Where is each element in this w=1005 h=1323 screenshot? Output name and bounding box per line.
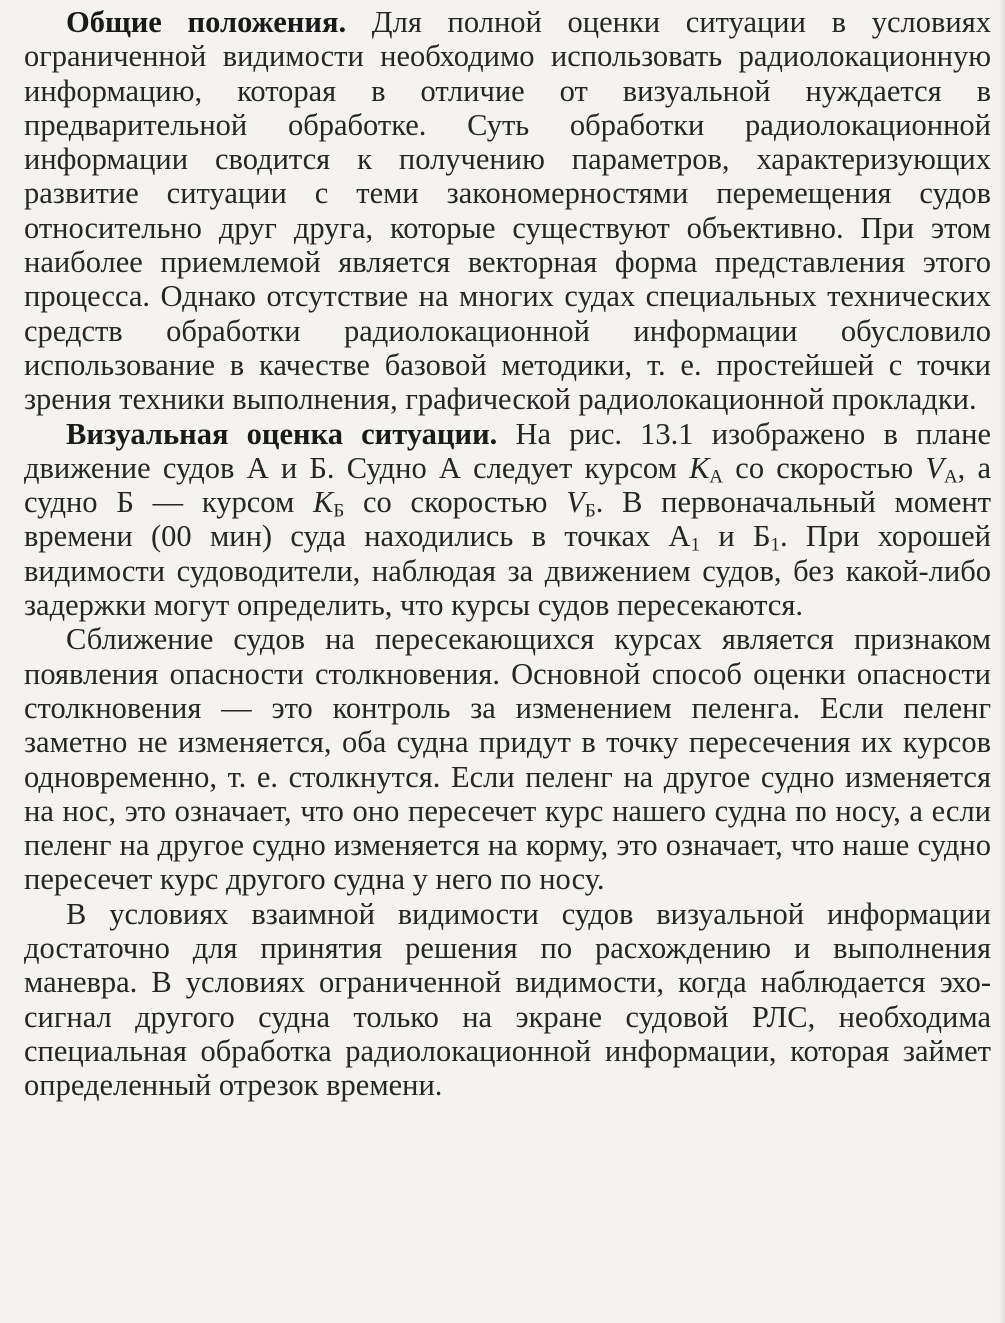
paragraph-text: Сближение судов на пересекающихся курсах является признаком появления опасности столкновения. Основной способ оценки опасности столкновения — это контроль за изменением пеленга. Если пеленг заметно не изменяется, оба судна придут в точку пересечения их курсов одновременно, т. е. столкнутся. Если пеленг на другое судно изменяется на нос, это означает, что оно пересечет курс нашего судна по носу, а если пеленг на другое судно изменяется на корму, это означает, что наше судно пересечет курс другого судна у него по носу. <box>24 622 991 897</box>
paragraph-text: На рис. 13.1 изображено в плане движение судов А и Б. Судно А следует курсом <box>24 416 991 485</box>
paragraph-text: и Б <box>718 519 771 554</box>
paragraph-restricted-visibility <box>24 897 991 1103</box>
course-symbol: K <box>689 450 710 485</box>
paragraph-collision-risk <box>24 622 991 896</box>
paragraph-general-provisions <box>24 5 991 417</box>
section-heading-general-provisions: Общие положения. <box>66 5 347 39</box>
paragraph-text: . При хорошей видимости судоводители, наблюдая за движением судов, без какой-либо задержки могут определить, что курсы судов пересекаются. <box>24 519 991 623</box>
subscript-b: Б <box>333 500 345 522</box>
subscript-a: А <box>944 466 958 488</box>
subscript-a: А <box>709 466 724 488</box>
course-symbol: K <box>313 485 334 520</box>
section-heading-visual-assessment: Визуальная оценка ситуации. <box>66 416 498 451</box>
paragraph-text: Для полной оценки ситуации в условиях ограниченной видимости необходимо использовать радиолокационную информацию, которая в отличие от визуальной нуждается в предварительной обработке. Суть обработки радиолокационной информации сводится к получению параметров, характеризующих развитие ситуации с теми закономерностями перемещения судов относительно друг друга, которые существуют объективно. При этом наиболее приемлемой является векторная форма представления этого процесса. Однако отсутствие на многих судах специальных технических средств обработки радиолокационной информации обусловило использование в качестве базовой методики, т. е. простейшей с точки зрения техники выполнения, графической радиолокационной прокладки. <box>24 5 992 417</box>
paragraph-text: со скоростью <box>362 485 548 520</box>
subscript-1: 1 <box>770 535 780 557</box>
speed-symbol: V <box>925 450 944 485</box>
page-edge-shadow <box>999 0 1005 1323</box>
paragraph-text: , а судно Б — курсом <box>24 450 992 520</box>
subscript-1: 1 <box>690 535 701 557</box>
subscript-b: Б <box>584 500 596 522</box>
paragraph-visual-assessment <box>24 417 991 623</box>
speed-symbol: V <box>566 485 585 520</box>
paragraph-text: со скоростью <box>735 450 914 485</box>
paragraph-text: В условиях взаимной видимости судов визуальной информации достаточно для принятия решения по расхождению и выполнения маневра. В условиях ограниченной видимости, когда наблюдается эхо-сигнал другого судна только на экране судовой РЛС, необходима специальная обработка радиолокационной информации, которая займет определенный отрезок времени. <box>24 896 991 1103</box>
paragraph-text: . В первоначальный момент времени (00 мин) суда находились в точках А <box>24 485 992 554</box>
